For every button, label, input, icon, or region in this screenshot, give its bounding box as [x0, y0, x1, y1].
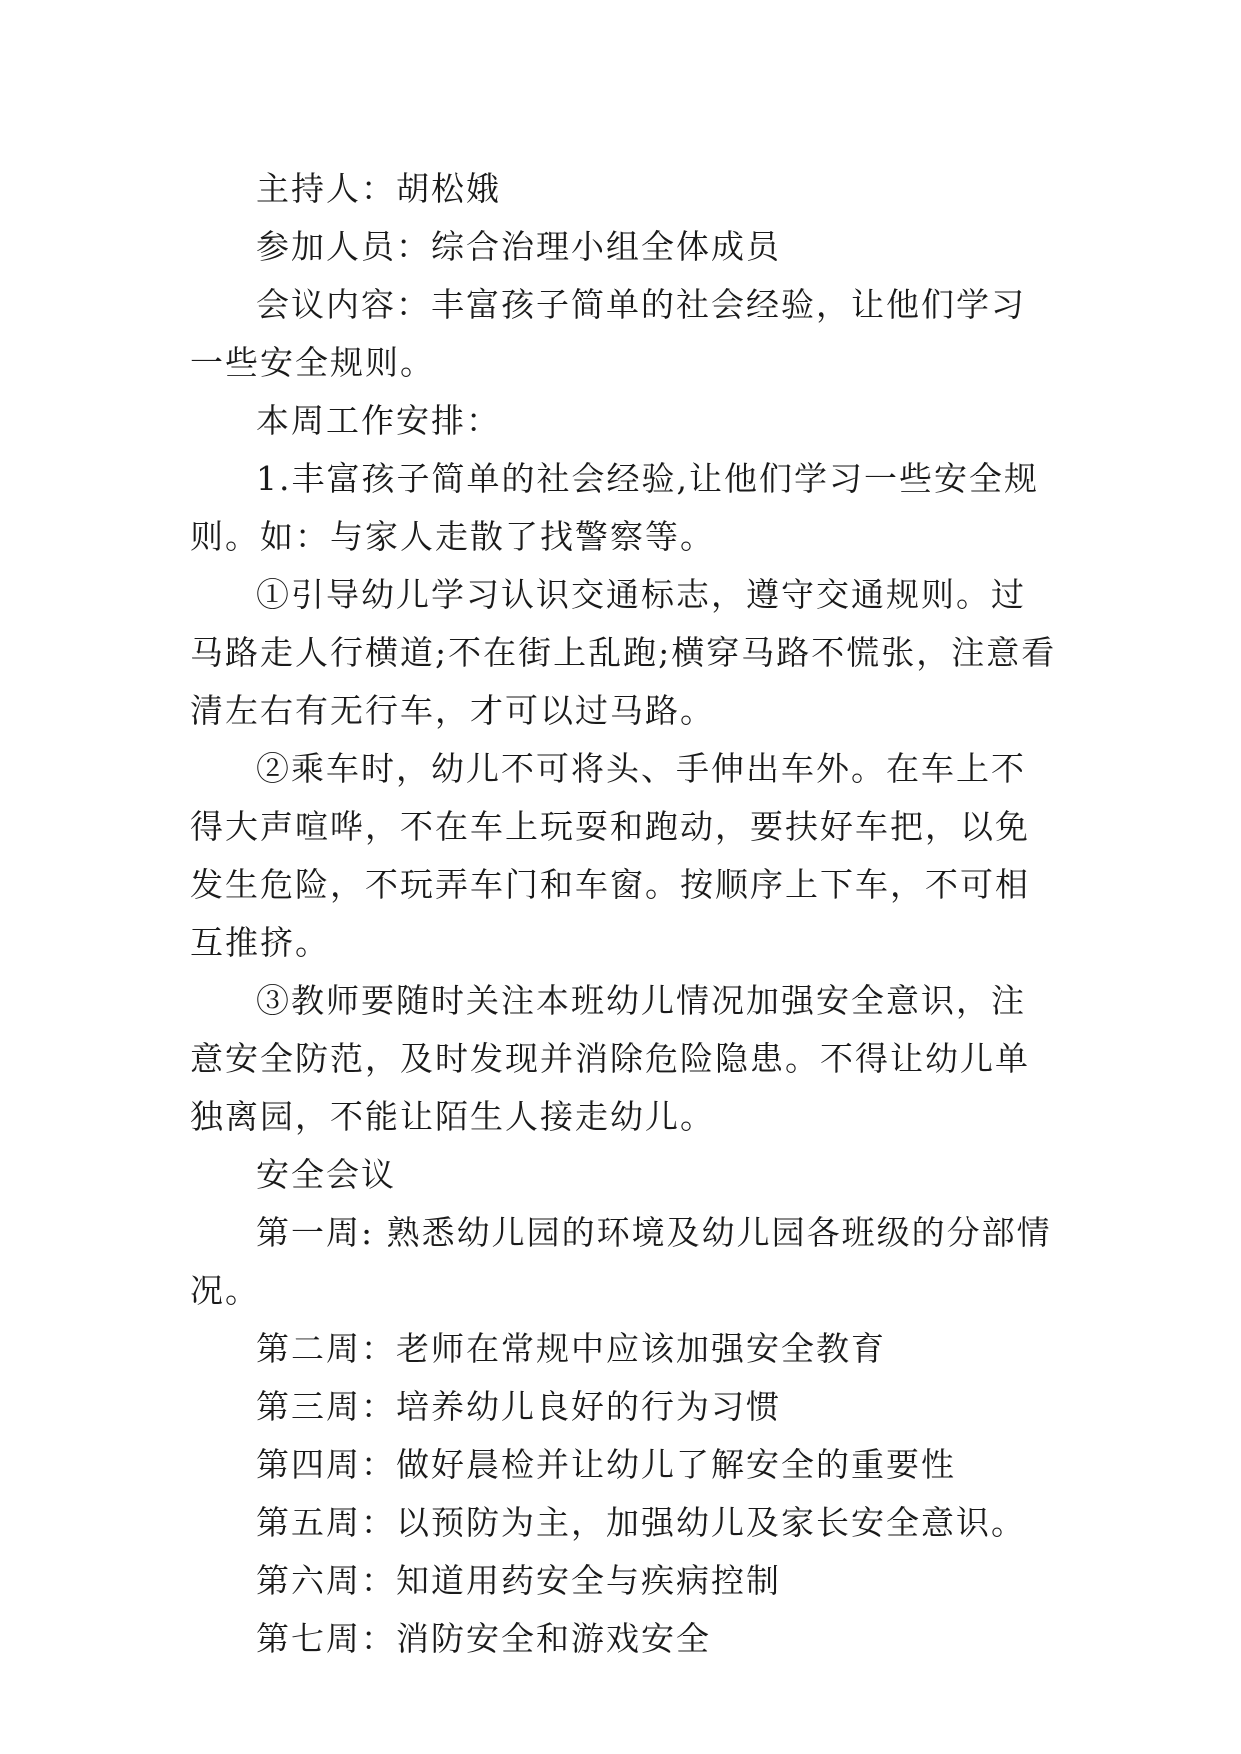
- plan-item-1: 1.丰富孩子简单的社会经验,让他们学习一些安全规则。如：与家人走散了找警察等。: [190, 459, 1039, 556]
- plan-subitem-2: ②乘车时，幼儿不可将头、手伸出车外。在车上不得大声喧哗，不在车上玩耍和跑动，要扶好车把，以免发生危险，不玩弄车门和车窗。按顺序上下车，不可相互推挤。: [190, 749, 1030, 962]
- participants-line: 参加人员：综合治理小组全体成员: [256, 227, 781, 266]
- week-4-line: 第四周：做好晨检并让幼儿了解安全的重要性: [256, 1445, 956, 1484]
- weekly-plan-heading: 本周工作安排：: [256, 401, 501, 440]
- plan-subitem-1: ①引导幼儿学习认识交通标志，遵守交通规则。过马路走人行横道;不在街上乱跑;横穿马路不慌张，注意看清左右有无行车，才可以过马路。: [190, 575, 1057, 730]
- week-1-line: 第一周: 熟悉幼儿园的环境及幼儿园各班级的分部情况。: [190, 1213, 1052, 1310]
- week-5-line: 第五周：以预防为主，加强幼儿及家长安全意识。: [256, 1503, 1026, 1542]
- week-3-line: 第三周：培养幼儿良好的行为习惯: [256, 1387, 781, 1426]
- week-6-line: 第六周：知道用药安全与疾病控制: [256, 1561, 781, 1600]
- host-line: 主持人：胡松娥: [256, 169, 501, 208]
- plan-subitem-3: ③教师要随时关注本班幼儿情况加强安全意识，注意安全防范，及时发现并消除危险隐患。不得让幼儿单独离园，不能让陌生人接走幼儿。: [190, 981, 1030, 1136]
- week-2-line: 第二周：老师在常规中应该加强安全教育: [256, 1329, 886, 1368]
- safety-meeting-heading: 安全会议: [256, 1155, 396, 1194]
- meeting-content-paragraph: 会议内容：丰富孩子简单的社会经验，让他们学习一些安全规则。: [190, 285, 1026, 382]
- week-7-line: 第七周：消防安全和游戏安全: [256, 1619, 711, 1658]
- document-page: [190, 160, 1060, 1668]
